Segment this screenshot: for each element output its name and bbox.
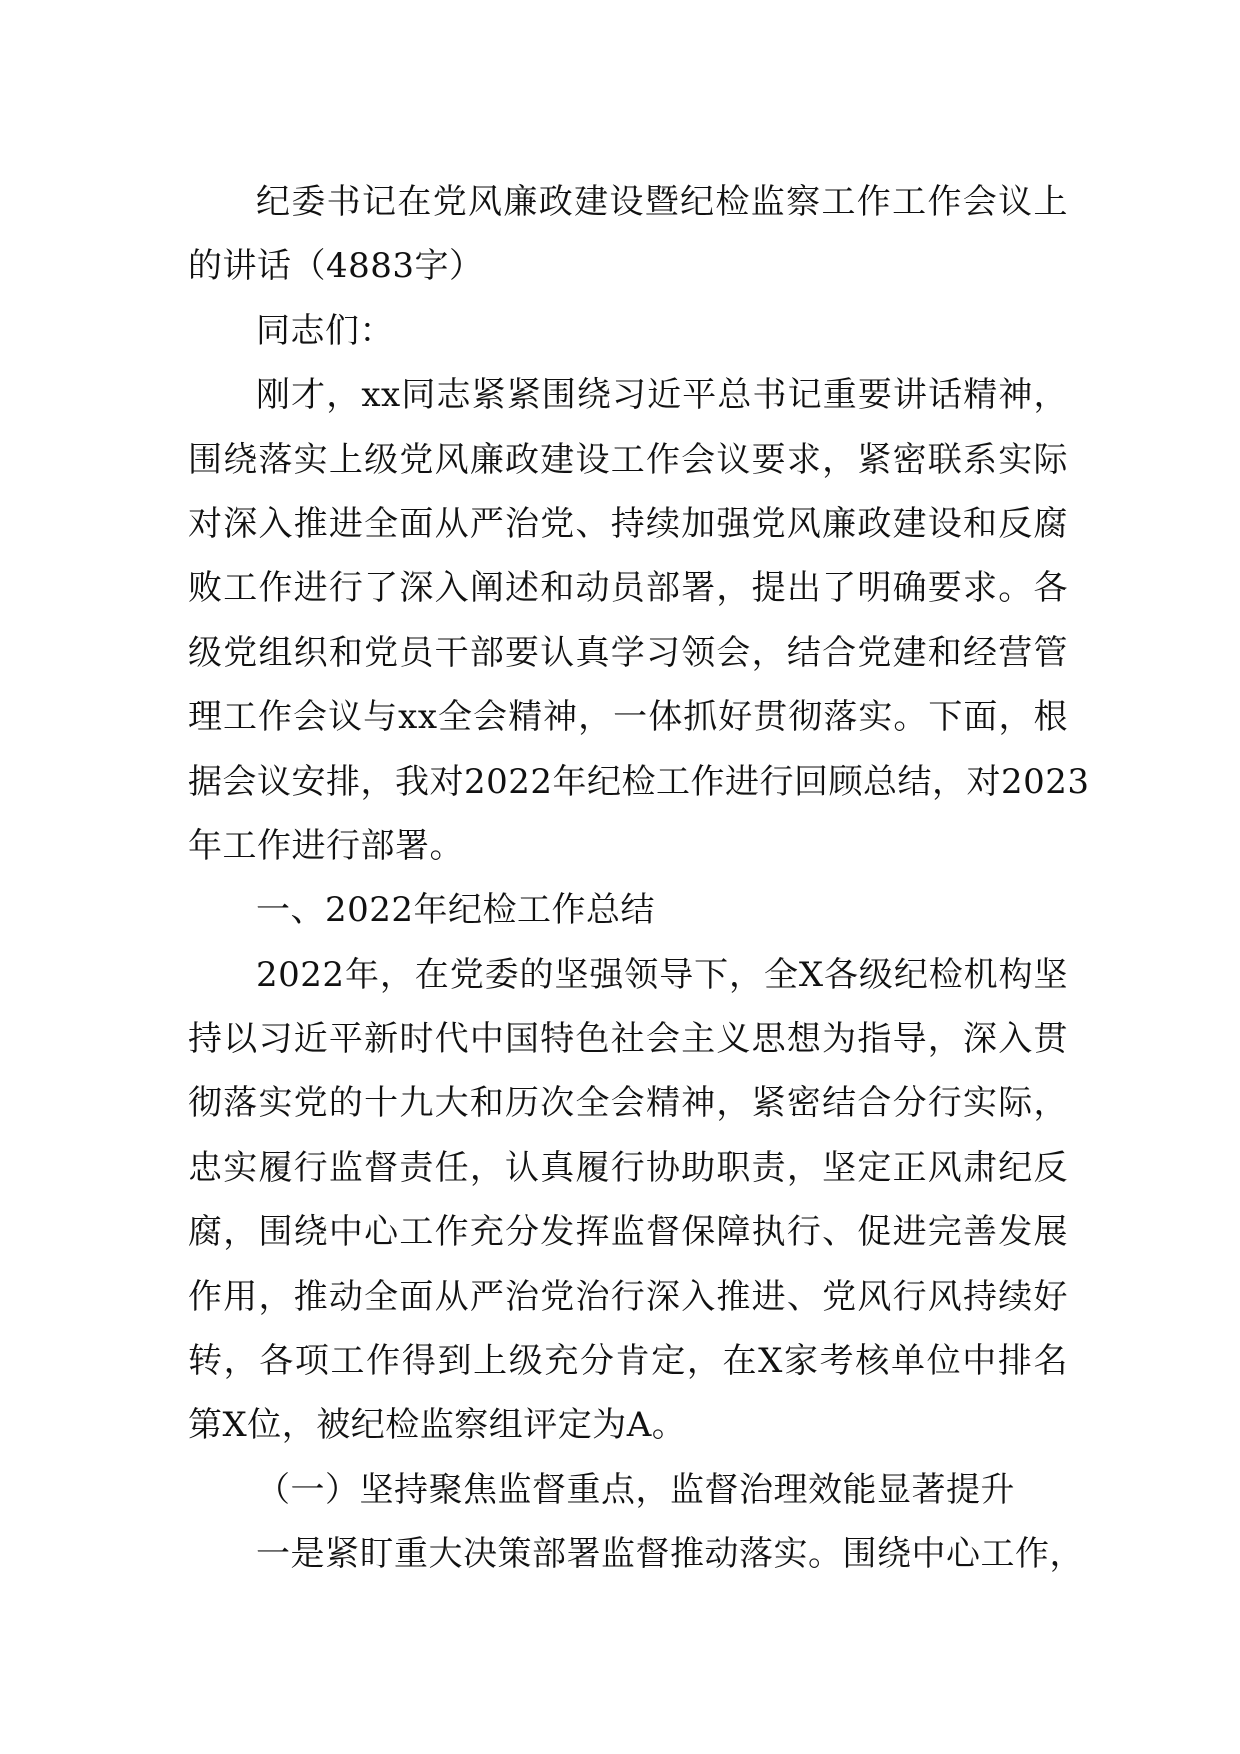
title-line-1: 纪委书记在党风廉政建设暨纪检监察工作工作会议上: [256, 182, 1068, 222]
paragraph-3-line-1: 一是紧盯重大决策部署监督推动落实。围绕中心工作，: [256, 1534, 1084, 1575]
paragraph-1-line-8: 年工作进行部署。: [188, 825, 464, 866]
title-line-2: 的讲话（4883字）: [188, 246, 484, 287]
document-body: [188, 170, 1090, 1587]
section-heading-1: 一、2022年纪检工作总结: [256, 890, 656, 931]
paragraph-1-line-7: 据会议安排，我对2022年纪检工作进行回顾总结，对2023: [188, 761, 1090, 802]
paragraph-1-line-6: 理工作会议与xx全会精神，一体抓好贯彻落实。下面，根: [188, 697, 1068, 738]
paragraph-2-line-6: 作用，推动全面从严治党治行深入推进、党风行风持续好: [188, 1276, 1068, 1317]
salutation: 同志们：: [256, 310, 394, 351]
paragraph-2-line-8: 第X位，被纪检监察组评定为A。: [188, 1405, 687, 1446]
paragraph-2-line-3: 彻落实党的十九大和历次全会精神，紧密结合分行实际，: [188, 1083, 1068, 1124]
paragraph-1-line-5: 级党组织和党员干部要认真学习领会，结合党建和经营管: [188, 632, 1068, 673]
paragraph-1-line-2: 围绕落实上级党风廉政建设工作会议要求，紧密联系实际: [188, 439, 1068, 480]
paragraph-2-line-1: 2022年，在党委的坚强领导下，全X各级纪检机构坚: [256, 954, 1068, 995]
paragraph-2-line-5: 腐，围绕中心工作充分发挥监督保障执行、促进完善发展: [188, 1212, 1068, 1253]
paragraph-1-line-4: 败工作进行了深入阐述和动员部署，提出了明确要求。各: [188, 568, 1068, 609]
paragraph-2-line-7: 转，各项工作得到上级充分肯定，在X家考核单位中排名: [188, 1341, 1068, 1382]
paragraph-2-line-4: 忠实履行监督责任，认真履行协助职责，坚定正风肃纪反: [188, 1147, 1068, 1188]
paragraph-1-line-1: 刚才，xx同志紧紧围绕习近平总书记重要讲话精神，: [256, 375, 1068, 416]
paragraph-2-line-2: 持以习近平新时代中国特色社会主义思想为指导，深入贯: [188, 1019, 1068, 1060]
paragraph-1-line-3: 对深入推进全面从严治党、持续加强党风廉政建设和反腐: [188, 503, 1068, 544]
subsection-heading-1: （一）坚持聚焦监督重点，监督治理效能显著提升: [256, 1469, 1015, 1510]
